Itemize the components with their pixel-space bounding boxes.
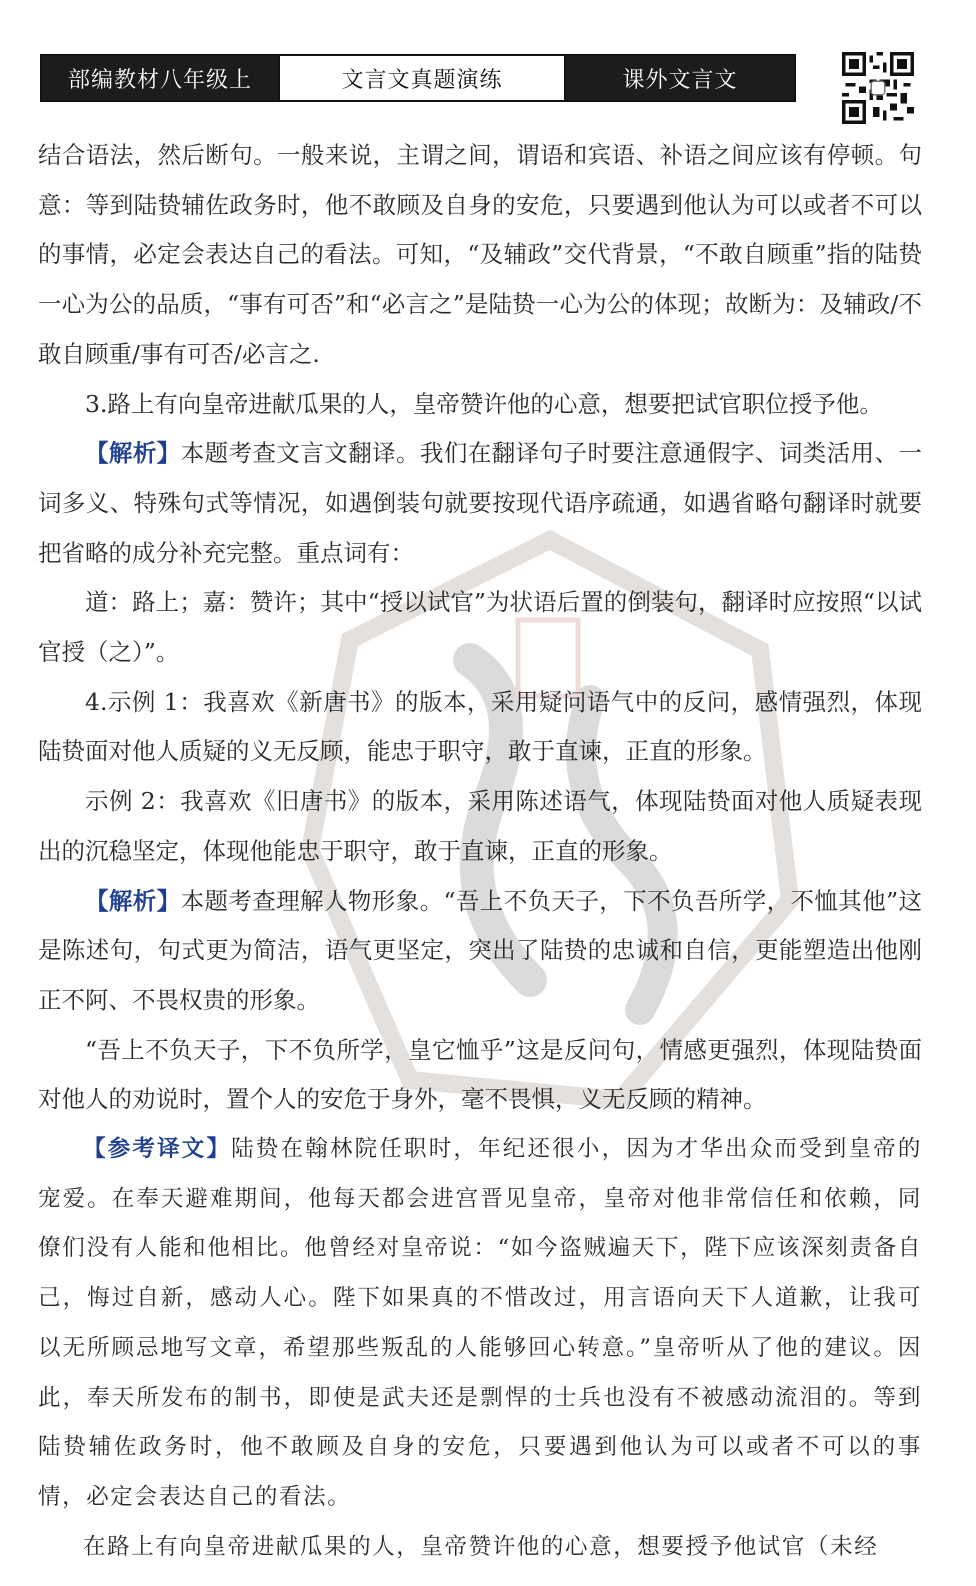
paragraph-text: 示例 2：我喜欢《旧唐书》的版本，采用陈述语气，体现陆贽面对他人质疑表现出的沉稳坚定，体现他能忠于职守，敢于直谏，正直的形象。 [38, 787, 922, 865]
document-body [38, 131, 922, 1572]
header-title: 文言文真题演练 [278, 56, 566, 100]
paragraph [38, 678, 922, 777]
paragraph-text: 陆贽在翰林院任职时，年纪还很小，因为才华出众而受到皇帝的宠爱。在奉天避难期间，他每天都会进宫晋见皇帝，皇帝对他非常信任和依赖，同僚们没有人能和他相比。他曾经对皇帝说：“如今盗贼遍天下，陛下应该深刻责备自己，悔过自新，感动人心。陛下如果真的不惜改过，用言语向天下人道歉，让我可以无所顾忌地写文章，希望那些叛乱的人能够回心转意。”皇帝听从了他的建议。因此，奉天所发布的制书，即使是武夫还是剽悍的士兵也没有不被感动流泪的。等到陆贽辅佐政务时，他不敢顾及自身的安危，只要遇到他认为可以或者不可以的事情，必定会表达自己的看法。 [38, 1136, 922, 1510]
paragraph-text: “吾上不负天子，下不负所学，皇它恤乎”这是反问句，情感更强烈，体现陆贽面对他人的劝说时，置个人的安危于身外，毫不畏惧，义无反顾的精神。 [38, 1035, 922, 1114]
paragraph [38, 777, 922, 876]
header-bar [40, 54, 796, 102]
paragraph-text: 本题考查文言文翻译。我们在翻译句子时要注意通假字、词类活用、一词多义、特殊句式等情况，如遇倒装句就要按现代语序疏通，如遇省略句翻译时就要把省略的成分补充完整。重点词有： [38, 439, 923, 567]
paragraph-text: 结合语法，然后断句。一般来说，主谓之间，谓语和宾语、补语之间应该有停顿。句意：等到陆贽辅佐政务时，他不敢顾及自身的安危，只要遇到他认为可以或者不可以的事情，必定会表达自己的看法。可知，“及辅政”交代背景，“不敢自顾重”指的陆贽一心为公的品质，“事有可否”和“必言之”是陆贽一心为公的体现；故断为：及辅政/不敢自顾重/事有可否/必言之. [38, 141, 922, 368]
paragraph [38, 877, 922, 1026]
paragraph [38, 578, 922, 677]
section-tag: 【解析】 [85, 439, 181, 468]
paragraph [38, 1026, 922, 1125]
paragraph-text: 在路上有向皇帝进献瓜果的人，皇帝赞许他的心意，想要授予他试官（未经 [83, 1533, 879, 1560]
section-tag: 【参考译文】 [83, 1136, 232, 1163]
paragraph [38, 1523, 922, 1573]
paragraph-text: 4.示例 1：我喜欢《新唐书》的版本，采用疑问语气中的反问，感情强烈，体现陆贽面对他人质疑的义无反顾，能忠于职守，敢于直谏，正直的形象。 [38, 687, 922, 766]
paragraph-text: 本题考查理解人物形象。“吾上不负天子，下不负吾所学，不恤其他”这是陈述句，句式更为简洁，语气更坚定，突出了陆贽的忠诚和自信，更能塑造出他刚正不阿、不畏权贵的形象。 [38, 886, 923, 1014]
paragraph [38, 429, 922, 578]
paragraph [38, 1125, 922, 1523]
header-category-label: 课外文言文 [566, 56, 794, 100]
section-tag: 【解析】 [85, 886, 181, 915]
paragraph-text: 3.路上有向皇帝进献瓜果的人，皇帝赞许他的心意，想要把试官职位授予他。 [85, 389, 883, 418]
paragraph [38, 131, 922, 380]
header-grade-label: 部编教材八年级上 [42, 56, 278, 100]
paragraph [38, 380, 922, 430]
paragraph-text: 道：路上；嘉：赞许；其中“授以试官”为状语后置的倒装句，翻译时应按照“以试官授（之）”。 [38, 588, 922, 667]
qr-code-icon [842, 52, 914, 124]
